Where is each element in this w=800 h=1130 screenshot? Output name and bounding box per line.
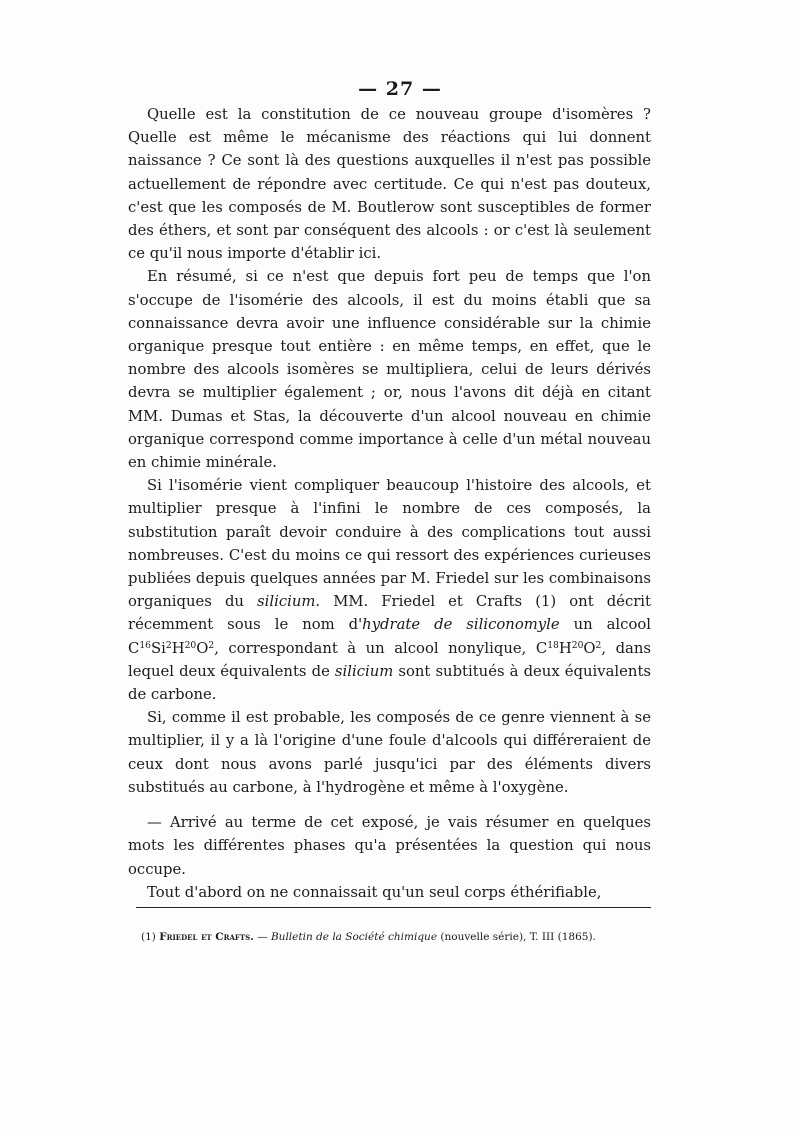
footnote-marker: (1)	[141, 931, 156, 943]
footnote-authors: Friedel et Crafts.	[159, 931, 254, 943]
chemical-formula: un alcool $C^{16}Si^2H^{20}O^2$	[128, 616, 651, 657]
paragraph: Tout d'abord on ne connaissait qu'un seul corps éthérifiable,	[147, 883, 602, 901]
italic-term: silicium	[334, 662, 394, 680]
paragraph: Si l'isomérie vient compliquer beaucoup l'histoire des alcools, et multiplier presque à l'infini le nombre de ces composés, la substitution paraît devoir conduire à des complications tout aussi nombreuses. C'est du moins ce qui ressort des expériences curieuses publiées depuis quelques années par M. Friedel sur les combinaisons organiques du silicium. MM. Friedel et Crafts (1) ont décrit récemment sous le nom d'hydrate de siliconomyle un alcool $C^{16}Si^2H^{20}O^2$, correspondant à un alcool nonylique, $C^{18}H^{20}O^2$, dans lequel deux équivalents de silicium sont subtitués à deux équivalents de carbone.	[128, 477, 652, 704]
chemical-formula: , correspondant à un alcool nonylique, $C^{18}H^{20}O^2$	[214, 639, 602, 657]
footnote-details: (nouvelle série), T. III (1865).	[440, 931, 596, 943]
body-text	[128, 103, 651, 904]
footnote-divider	[136, 907, 651, 908]
footnote-journal: Bulletin de la Société chimique	[270, 931, 438, 943]
page-number: — 27 —	[358, 78, 442, 100]
italic-term: silicium	[257, 593, 316, 611]
italic-term: hydrate de siliconomyle	[362, 616, 560, 634]
paragraph: — Arrivé au terme de cet exposé, je vais résumer en quelques mots les différentes phases qu'a présentées la question qui nous occupe.	[128, 814, 651, 878]
footnote	[141, 930, 651, 944]
paragraph: Si, comme il est probable, les composés de ce genre viennent à se multiplier, il y a là l'origine d'une foule d'alcools qui différeraient de ceux dont nous avons parlé jusqu'ici par des éléments divers substitués au carbone, à l'hydrogène et même à l'oxygène.	[128, 709, 651, 796]
footnote-dash: —	[257, 931, 268, 943]
paragraph: En résumé, si ce n'est que depuis fort peu de temps que l'on s'occupe de l'isomérie des alcools, il est du moins établi que sa connaissance devra avoir une influence considérable sur la chimie organique presque tout entière : en même temps, en effet, que le nombre des alcools isomères se multipliera, celui de leurs dérivés devra se multiplier également ; or, nous l'avons dit déjà en citant MM. Dumas et Stas, la découverte d'un alcool nouveau en chimie organique correspond comme importance à celle d'un métal nouveau en chimie minérale.	[128, 268, 651, 472]
paragraph: Quelle est la constitution de ce nouveau groupe d'isomères ? Quelle est même le mécanisme des réactions qui lui donnent naissance ? Ce sont là des questions auxquelles il n'est pas possible actuellement de répondre avec certitude. Ce qui n'est pas douteux, c'est que les composés de M. Boutlerow sont susceptibles de former des éthers, et sont par conséquent des alcools : or c'est là seulement ce qu'il nous importe d'établir ici.	[128, 106, 651, 263]
